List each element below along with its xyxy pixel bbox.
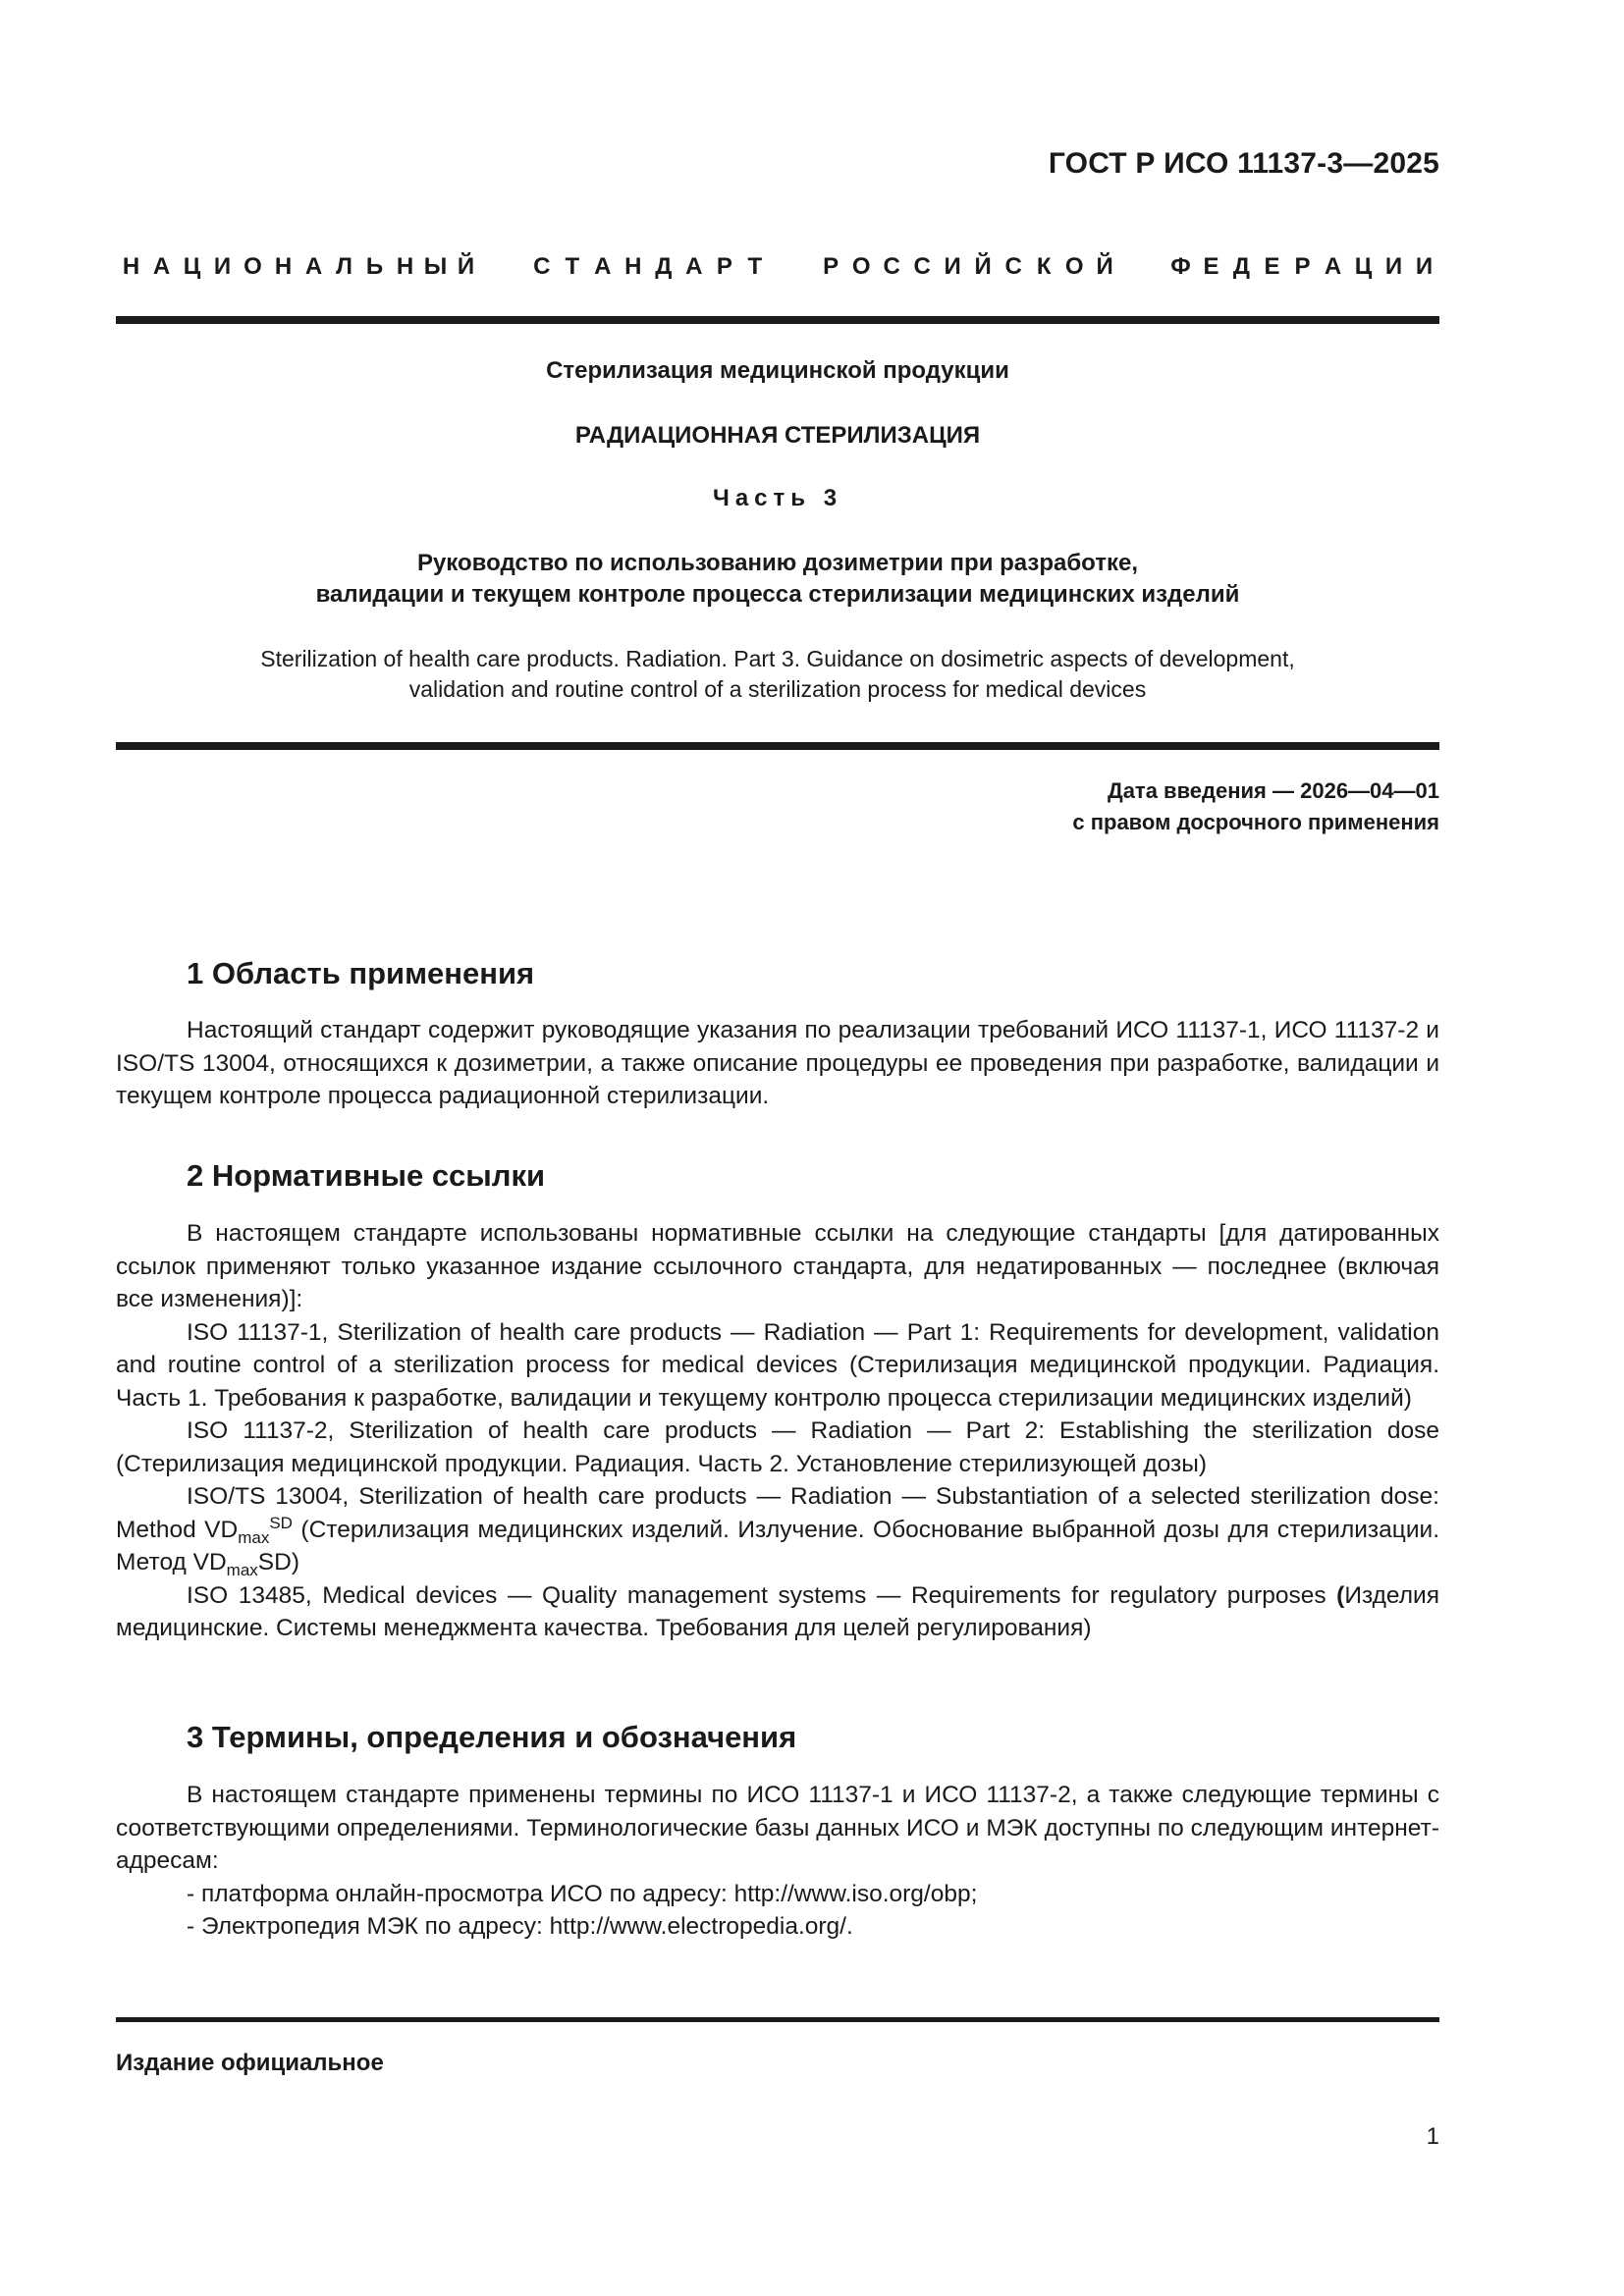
national-banner-word: С Т А Н Д А Р Т [533,253,763,280]
list-item-iso-obp: - платформа онлайн-просмотра ИСО по адресу: http://www.iso.org/obp; [187,1880,978,1907]
national-banner-word: Н А Ц И О Н А Л Ь Н Ы Й [122,253,475,280]
title-rule [116,742,1439,750]
reference-iso-11137-1: ISO 11137-1, Sterilization of health care products — Radiation — Part 1: Requirements for development, validation and routine control of a sterilization process for medical devices (Стерилизация медицинской продукции. Радиация. Часть 1. Требования к разработке, валидации и текущему контролю процесса стерилизации медицинских изделий) [116,1318,1439,1412]
list-item-electropedia: - Электропедия МЭК по адресу: http://www.electropedia.org/. [187,1913,853,1940]
section-3-title: 3 Термины, определения и обозначения [187,1720,797,1754]
section-2-body [116,1217,1439,1645]
national-standard-banner [116,253,1439,281]
title-english-line1: Sterilization of health care products. Radiation. Part 3. Guidance on dosimetric aspects of development, [260,646,1295,671]
section-1-title: 1 Область применения [187,956,535,990]
title-english-line2: validation and routine control of a sterilization process for medical devices [408,676,1147,702]
document-number: ГОСТ Р ИСО 11137-3—2025 [1048,147,1439,180]
introduction-date-line1: Дата введения — 2026—04—01 [1108,778,1439,803]
national-banner-word: Ф Е Д Е Р А Ц И И [1170,253,1434,280]
document-page [116,0,1439,2296]
header-rule [116,316,1439,324]
title-russian [116,548,1439,611]
title-russian-line2: валидации и текущем контроле процесса стерилизации медицинских изделий [315,581,1240,608]
introduction-date-line2: с правом досрочного применения [1072,810,1439,834]
reference-iso-ts-13004: ISO/TS 13004, Sterilization of health care products — Radiation — Substantiation of a selected sterilization dose: Method $VD_{max}^{SD}$ (Стерилизация медицинских изделий. Излучение. Обоснование выбранной дозы для стерилизации. Метод $VD_{max}SD$) [116,1483,1439,1579]
section-3-paragraph: В настоящем стандарте применены термины по ИСО 11137-1 и ИСО 11137-2, а также следующие термины с соответствующими определениями. Терминологические базы данных ИСО и МЭК доступны по следующим интернет-адресам: [116,1782,1439,1874]
reference-iso-11137-2: ISO 11137-2, Sterilization of health care products — Radiation — Part 2: Establishing the sterilization dose (Стерилизация медицинской продукции. Радиация. Часть 2. Установление стерилизующей дозы) [116,1417,1439,1477]
section-2-title: 2 Нормативные ссылки [187,1158,546,1193]
title-russian-line1: Руководство по использованию дозиметрии при разработке, [416,550,1139,576]
introduction-date [1072,775,1439,838]
title-english [116,644,1439,705]
title-main: РАДИАЦИОННАЯ СТЕРИЛИЗАЦИЯ [574,422,981,449]
footer-rule [116,2017,1439,2022]
section-1-body [116,1014,1439,1113]
section-2-paragraph: В настоящем стандарте использованы нормативные ссылки на следующие стандарты [для датированных ссылок применяют только указанное издание ссылочного стандарта, для недатированных — последнее (включая все изменения)]: [116,1220,1439,1312]
official-edition-label: Издание официальное [116,2050,384,2076]
national-banner-word: Р О С С И Й С К О Й [823,253,1113,280]
title-part: Часть 3 [712,485,843,511]
section-1-paragraph: Настоящий стандарт содержит руководящие указания по реализации требований ИСО 11137-1, ИСО 11137-2 и ISO/TS 13004, относящихся к дозиметрии, а также описание процедуры ее проведения при разработке, валидации и текущем контроле процесса радиационной стерилизации. [116,1017,1439,1109]
page-number: 1 [1426,2123,1439,2150]
title-subtitle: Стерилизация медицинской продукции [546,357,1009,384]
reference-iso-13485: ISO 13485, Medical devices — Quality management systems — Requirements for regulatory purposes (Изделия медицинские. Системы менеджмента качества. Требования для целей регулирования) [116,1581,1439,1641]
section-3-body [116,1779,1439,1944]
